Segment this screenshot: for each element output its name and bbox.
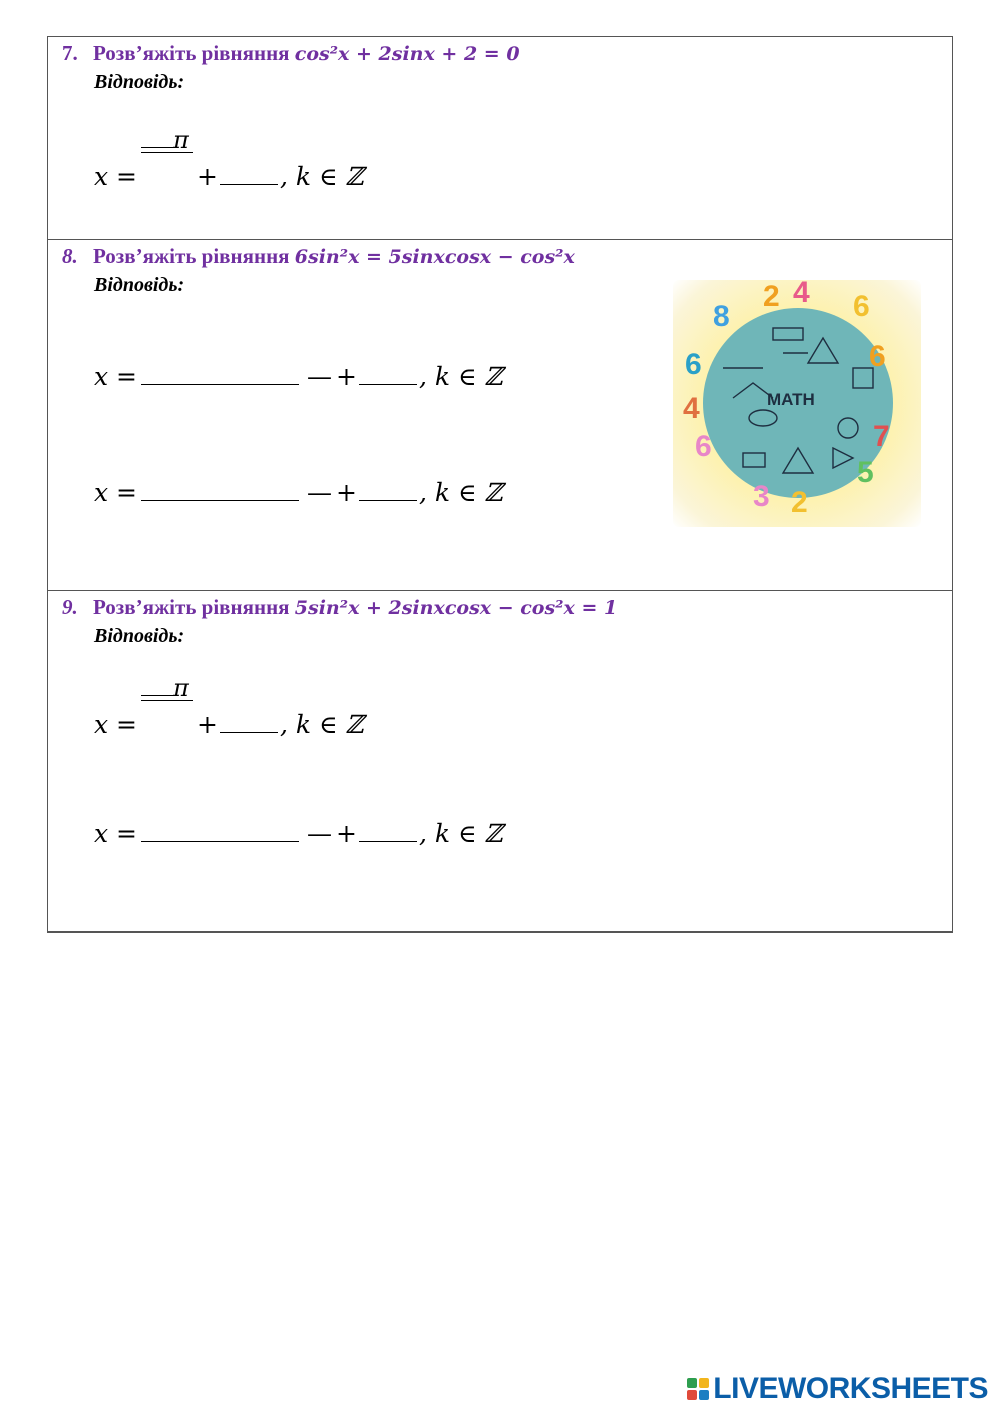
answer-blank-period[interactable] (359, 480, 417, 501)
answer-formula-2 (94, 478, 503, 507)
question-prompt: Розв’яжіть рівняння (93, 595, 290, 619)
pi-symbol: π (173, 674, 189, 702)
fraction (141, 674, 193, 733)
answer-label: Відповідь: (94, 625, 185, 647)
answer-formula-1 (94, 362, 503, 391)
question-number: 7. (62, 41, 78, 65)
digit-sticker: 3 (753, 480, 770, 513)
answer-formula-2 (94, 819, 503, 848)
answer-formula-1 (94, 674, 364, 739)
formula-tail: , k ∈ ℤ (418, 478, 503, 507)
question-equation: 5sin²x + 2sinxcosx − cos²x = 1 (294, 597, 618, 619)
formula-lhs: x = (94, 710, 137, 739)
digit-sticker: 2 (763, 280, 780, 313)
question-9-cell (48, 591, 952, 932)
answer-label: Відповідь: (94, 274, 185, 296)
math-illustration (673, 276, 921, 527)
liveworksheets-logo (687, 1372, 988, 1406)
answer-blank-period[interactable] (220, 712, 278, 733)
numerator-blank[interactable] (141, 673, 173, 696)
illustration-caption: MATH (767, 390, 815, 409)
answer-blank-period[interactable] (220, 164, 278, 185)
formula-tail: , k ∈ ℤ (279, 162, 364, 191)
formula-lhs: x = (94, 362, 137, 391)
question-number: 9. (62, 595, 78, 619)
digit-sticker: 2 (791, 486, 808, 519)
question-7-title (62, 41, 520, 66)
dash: — (307, 819, 332, 848)
formula-lhs: x = (94, 819, 137, 848)
digit-sticker: 5 (857, 456, 874, 489)
dash: — (307, 362, 332, 391)
worksheet-table (47, 36, 953, 933)
digit-sticker: 6 (695, 430, 712, 463)
pi-symbol: π (173, 126, 189, 154)
question-9-title (62, 595, 617, 620)
digit-sticker: 6 (853, 290, 870, 323)
question-equation: 6sin²x = 5sinxcosx − cos²x (294, 246, 575, 268)
question-prompt: Розв’яжіть рівняння (93, 244, 290, 268)
question-equation: cos²x + 2sinx + 2 = 0 (294, 43, 520, 65)
plus-sign: + (336, 478, 357, 507)
answer-blank-long[interactable] (141, 480, 299, 501)
plus-sign: + (336, 819, 357, 848)
digit-sticker: 7 (873, 420, 890, 453)
digit-sticker: 6 (685, 348, 702, 381)
brand-mark-icon (687, 1378, 709, 1400)
dash: — (307, 478, 332, 507)
formula-lhs: x = (94, 478, 137, 507)
question-prompt: Розв’яжіть рівняння (93, 41, 290, 65)
question-8-title (62, 244, 575, 269)
numerator-blank[interactable] (141, 125, 173, 148)
fraction-bar (141, 152, 193, 153)
digit-sticker: 4 (793, 276, 810, 309)
plus-sign: + (197, 162, 218, 191)
answer-blank-period[interactable] (359, 821, 417, 842)
question-7-cell (48, 37, 952, 240)
fraction-bar (141, 700, 193, 701)
answer-blank-long[interactable] (141, 821, 299, 842)
plus-sign: + (336, 362, 357, 391)
plus-sign: + (197, 710, 218, 739)
fraction (141, 126, 193, 185)
question-number: 8. (62, 244, 78, 268)
answer-blank-long[interactable] (141, 364, 299, 385)
digit-sticker: 8 (713, 300, 730, 333)
digit-sticker: 4 (683, 392, 700, 425)
formula-lhs: x = (94, 162, 137, 191)
formula-tail: , k ∈ ℤ (418, 362, 503, 391)
answer-blank-period[interactable] (359, 364, 417, 385)
answer-label: Відповідь: (94, 71, 185, 93)
brand-name: LIVEWORKSHEETS (713, 1372, 988, 1405)
formula-tail: , k ∈ ℤ (279, 710, 364, 739)
formula-tail: , k ∈ ℤ (418, 819, 503, 848)
answer-formula-1 (94, 126, 364, 191)
digit-sticker: 6 (869, 340, 886, 373)
